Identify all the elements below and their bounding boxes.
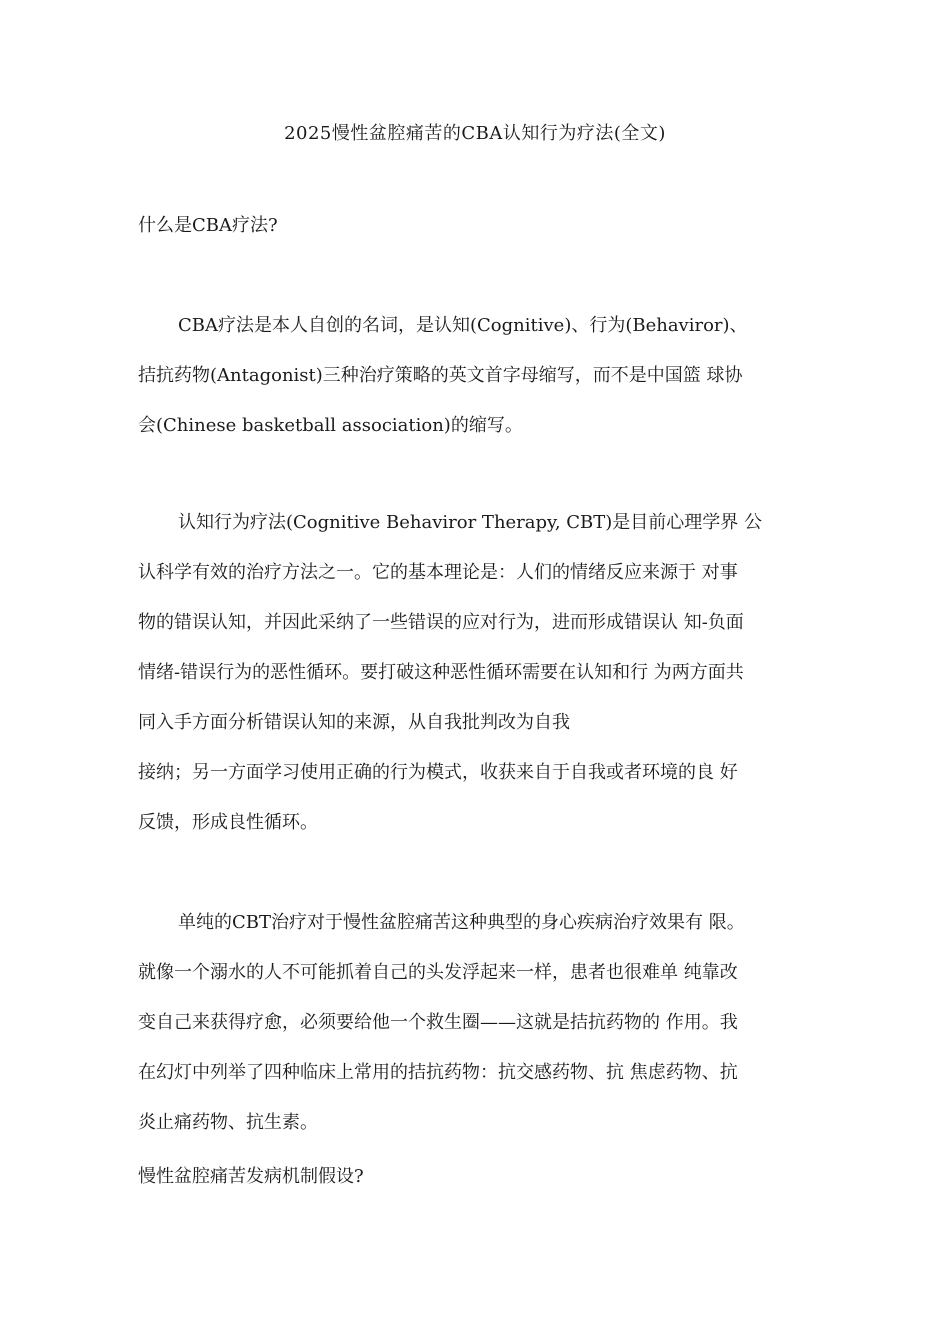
- paragraph-line: 拮抗药物(Antagonist)三种治疗策略的英文首字母缩写，而不是中国篮 球协: [138, 365, 743, 386]
- paragraph-line: 同入手方面分析错误认知的来源，从自我批判改为自我: [138, 712, 570, 733]
- paragraph-line: 单纯的CBT治疗对于慢性盆腔痛苦这种典型的身心疾病治疗效果有 限。: [178, 912, 745, 933]
- section-heading-what-is-cba: 什么是CBA疗法?: [138, 215, 278, 236]
- paragraph-line: 会(Chinese basketball association)的缩写。: [138, 415, 523, 436]
- paragraph-line: 情绪-错误行为的恶性循环。要打破这种恶性循环需要在认知和行 为两方面共: [138, 662, 744, 683]
- section-heading-pathogenesis: 慢性盆腔痛苦发病机制假设?: [138, 1166, 364, 1187]
- paragraph-line: 认知行为疗法(Cognitive Behaviror Therapy, CBT)是目前心理学界 公: [178, 512, 763, 533]
- paragraph-cbt-theory: [138, 498, 828, 848]
- document-title: 2025慢性盆腔痛苦的CBA认知行为疗法(全文): [284, 123, 666, 144]
- paragraph-line: 变自己来获得疗愈，必须要给他一个救生圈——这就是拮抗药物的 作用。我: [138, 1012, 738, 1033]
- paragraph-line: CBA疗法是本人自创的名词，是认知(Cognitive)、行为(Behaviror)、: [178, 315, 748, 336]
- paragraph-line: 反馈，形成良性循环。: [138, 812, 318, 833]
- paragraph-line: 接纳；另一方面学习使用正确的行为模式，收获来自于自我或者环境的良 好: [138, 762, 738, 783]
- paragraph-line: 就像一个溺水的人不可能抓着自己的头发浮起来一样，患者也很难单 纯靠改: [138, 962, 738, 983]
- paragraph-line: 在幻灯中列举了四种临床上常用的拮抗药物：抗交感药物、抗 焦虑药物、抗: [138, 1062, 738, 1083]
- paragraph-line: 物的错误认知，并因此采纳了一些错误的应对行为，进而形成错误认 知-负面: [138, 612, 744, 633]
- paragraph-cba-definition: [138, 301, 828, 451]
- paragraph-line: 炎止痛药物、抗生素。: [138, 1112, 318, 1133]
- paragraph-antagonist-drugs: [138, 898, 828, 1148]
- paragraph-line: 认科学有效的治疗方法之一。它的基本理论是：人们的情绪反应来源于 对事: [138, 562, 738, 583]
